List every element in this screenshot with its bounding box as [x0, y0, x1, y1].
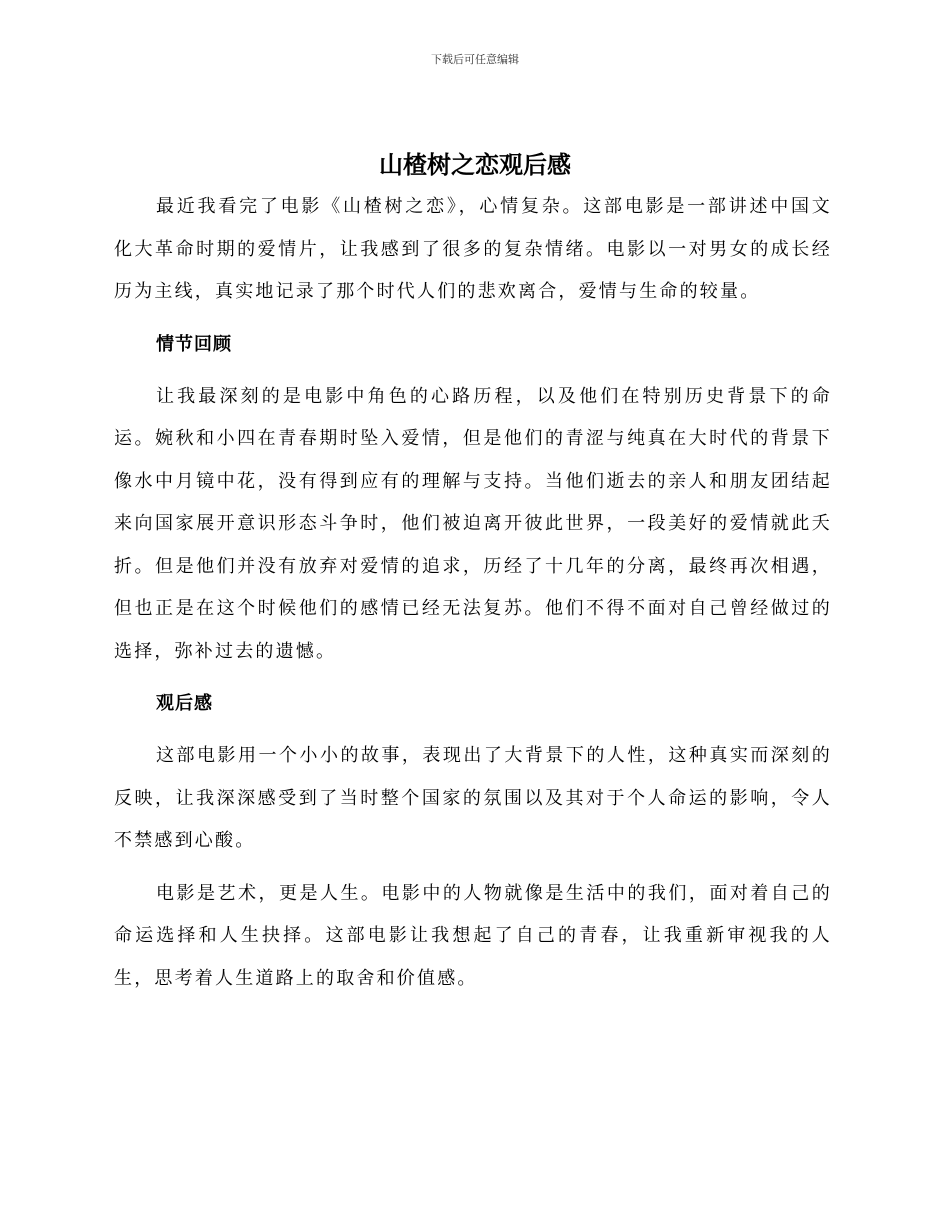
reflection-paragraph-1: 这部电影用一个小小的故事，表现出了大背景下的人性，这种真实而深刻的反映，让我深深感受到了当时整个国家的氛围以及其对于个人命运的影响，令人不禁感到心酸。	[114, 745, 832, 851]
document-title: 山楂树之恋观后感	[379, 151, 571, 179]
section-heading-reflection: 观后感	[156, 693, 213, 714]
header-note: 下载后可任意编辑	[431, 53, 519, 66]
document-body	[114, 186, 832, 1010]
plot-review-paragraph: 让我最深刻的是电影中角色的心路历程，以及他们在特别历史背景下的命运。婉秋和小四在青春期时坠入爱情，但是他们的青涩与纯真在大时代的背景下像水中月镜中花，没有得到应有的理解与支持。当他们逝去的亲人和朋友团结起来向国家展开意识形态斗争时，他们被迫离开彼此世界，一段美好的爱情就此夭折。但是他们并没有放弃对爱情的追求，历经了十几年的分离，最终再次相遇，但也正是在这个时候他们的感情已经无法复苏。他们不得不面对自己曾经做过的选择，弥补过去的遗憾。	[114, 385, 832, 662]
reflection-paragraph-2: 电影是艺术，更是人生。电影中的人物就像是生活中的我们，面对着自己的命运选择和人生抉择。这部电影让我想起了自己的青春，让我重新审视我的人生，思考着人生道路上的取舍和价值感。	[114, 882, 832, 989]
section-heading-plot-review: 情节回顾	[156, 333, 232, 355]
intro-paragraph: 最近我看完了电影《山楂树之恋》，心情复杂。这部电影是一部讲述中国文化大革命时期的爱情片，让我感到了很多的复杂情绪。电影以一对男女的成长经历为主线，真实地记录了那个时代人们的悲欢离合，爱情与生命的较量。	[114, 196, 832, 302]
